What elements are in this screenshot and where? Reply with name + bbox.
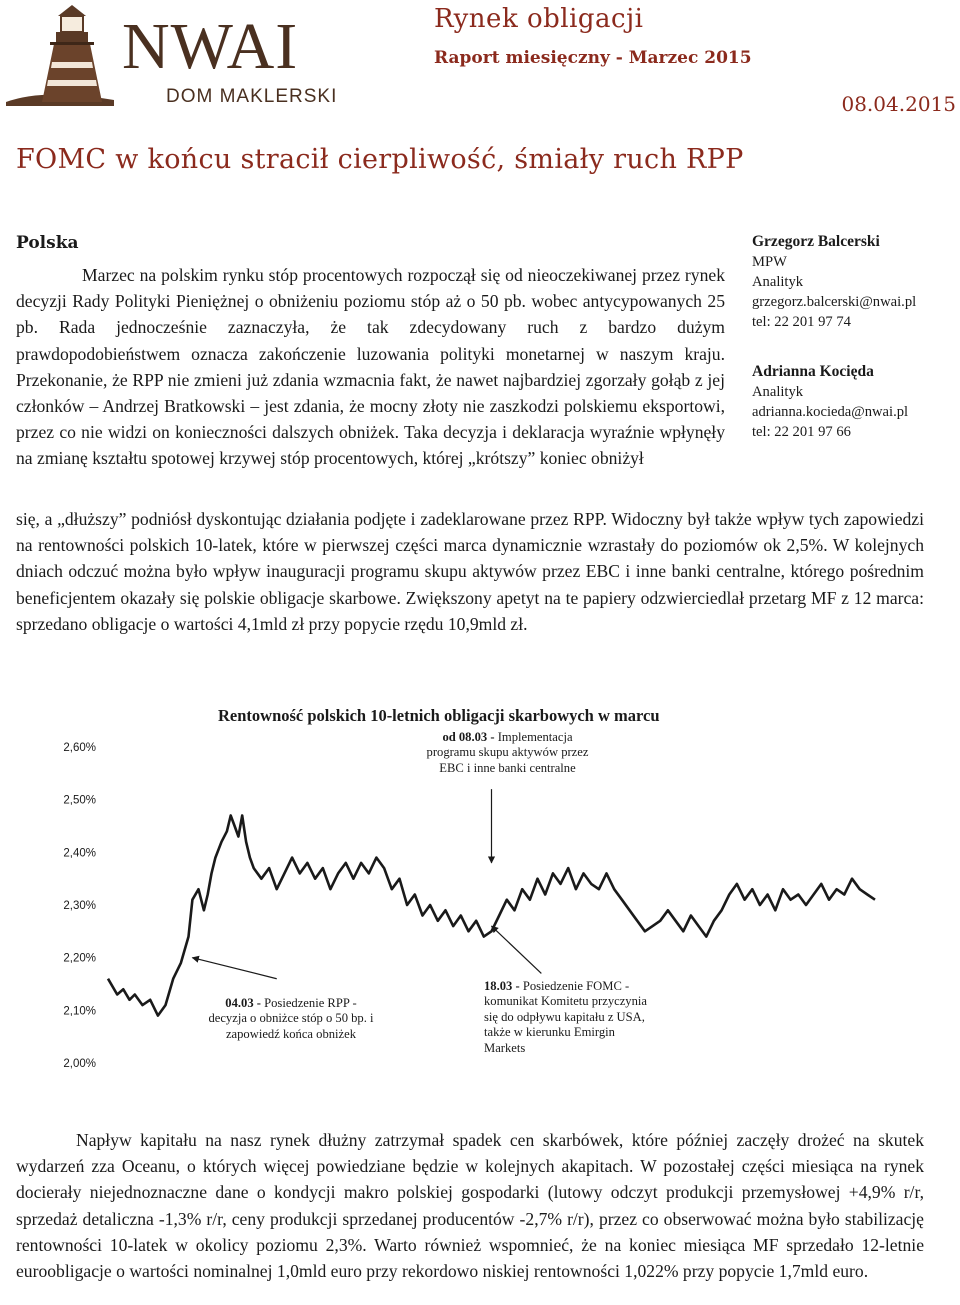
analyst-card [752,362,957,442]
annotation-text: Implementacja programu skupu aktywów przez EBC i inne banki centralne [426,730,589,775]
annotation-date: od 08.03 - [442,730,495,744]
paragraph-intro-continued: się, a „dłuższy” podniósł dyskontując działania podjęte i zadeklarowane przez RPP. Widoczny był także wpływ tych zapowiedzi na rentowności polskich 10-latek, które w pierwszej części marca dynamicznie wzrastały do poziomów ok 2,5%. W kolejnych dniach odczuć można było wpływ inauguracji programu skupu aktywów przez EBC i inne banki centralne, którego pośrednim beneficjentem okazały się polskie obligacje skarbowe. Zwiększony apetyt na te papiery odzwierciedlał przetarg MF z 12 marca: sprzedano obligacje o wartości 4,1mld zł przy popycie rzędu 10,9mld zł. [16,509,924,634]
y-tick-label: 2,10% [63,1005,96,1018]
y-tick-label: 2,40% [63,847,96,860]
report-subtitle: Raport miesięczny - Marzec 2015 [434,48,752,68]
svg-text:NWAI: NWAI [122,10,299,83]
analyst-name: Adrianna Kocięda [752,363,874,380]
y-tick-label: 2,20% [63,952,96,965]
analyst-card [752,232,957,332]
y-axis [63,742,96,1070]
annotation-0803 [420,730,595,776]
analyst-name: Grzegorz Balcerski [752,233,880,250]
section-title: Polska [16,233,79,253]
annotation-text: Posiedzenie RPP - decyzja o obniżce stóp o 50 bp. i zapowiedź końca obniżek [208,996,374,1041]
annotation-arrow [192,958,276,979]
nwai-logo [4,2,349,110]
analyst-dept: MPW [752,254,787,270]
analyst-email[interactable]: adrianna.kocieda@nwai.pl [752,404,909,420]
annotation-text: Posiedzenie FOMC - komunikat Komitetu przyczynia się do odpływu kapitału z USA, także w kierunku Emirgin Markets [484,979,647,1055]
analyst-email[interactable]: grzegorz.balcerski@nwai.pl [752,294,917,310]
annotation-date: 18.03 - [484,979,520,993]
annotation-0403 [205,996,377,1042]
annotation-date: 04.03 - [225,996,261,1010]
paragraph-body: Napływ kapitału na nasz rynek dłużny zatrzymał spadek cen skarbówek, które później zaczęły drożeć na skutek wydarzeń zza Oceanu, o których więcej powiedziane będzie w kolejnych akapitach. W pozostałej części miesiąca na rynek docierały niejednoznaczne dane o kondycji makro polskiej gospodarki (lutowy odczyt produkcji przemysłowej +4,9% r/r, sprzedaż detaliczna -1,3% r/r, ceny produkcji sprzedanej producentów -2,7% r/r), przez co obserwować można było stabilizację rentowności 10-latek w okolicy poziomu 2,3%. Warto również wspomnieć, że na koniec miesiąca MF sprzedało 12-letnie euroobligacje o wartości nominalnej 1,0mld euro przy rekordowo niskiej rentowności 1,022% przy popycie 1,7mld euro. [16,1130,924,1282]
report-date: 08.04.2015 [841,92,956,116]
y-tick-label: 2,30% [63,900,96,912]
analyst-phone: tel: 22 201 97 66 [752,424,851,440]
report-title: Rynek obligacji [434,4,644,34]
svg-text:DOM MAKLERSKI: DOM MAKLERSKI [166,86,338,107]
analyst-phone: tel: 22 201 97 74 [752,314,851,330]
y-tick-label: 2,60% [63,742,96,754]
paragraph-intro [16,262,725,472]
paragraph-intro-text: Marzec na polskim rynku stóp procentowych rozpoczął się od nieoczekiwanej przez rynek decyzji Rady Polityki Pieniężnej o obniżeniu poziomu stóp aż o 50 pb. wobec antycypowanych 25 pb. Rada jednocześnie zaznaczyła, że tak zdecydowany ruch z bardzo dużym prawdopodobieństwem oznacza zakończenie luzowania polityki monetarnej w naszym kraju. Przekonanie, że RPP nie zmieni już zdania wzmacnia fakt, że nawet najbardziej zgorzały gołąb z jej członków – Andrzej Bratkowski – jest zdania, że mocny złoty nie zaszkodzi polskiemu eksportowi, przez co nie widzi on konieczności dalszych obniżek. Taka decyzja i deklaracja wyraźnie wpłynęły na zmianę kształtu spotowej krzywej stóp procentowych, której „krótszy” koniec obniżył [16,265,725,469]
annotation-arrow [492,926,542,973]
analyst-role: Analityk [752,274,804,290]
chart-title: Rentowność polskich 10-letnich obligacji skarbowych w marcu [218,706,660,725]
y-tick-label: 2,00% [63,1058,96,1070]
annotation-1803 [484,979,656,1056]
y-tick-label: 2,50% [63,794,96,807]
headline: FOMC w końcu stracił cierpliwość, śmiały ruch RPP [16,144,744,175]
lighthouse-icon [6,5,114,106]
analyst-contacts [752,232,957,472]
analyst-role: Analityk [752,384,804,400]
